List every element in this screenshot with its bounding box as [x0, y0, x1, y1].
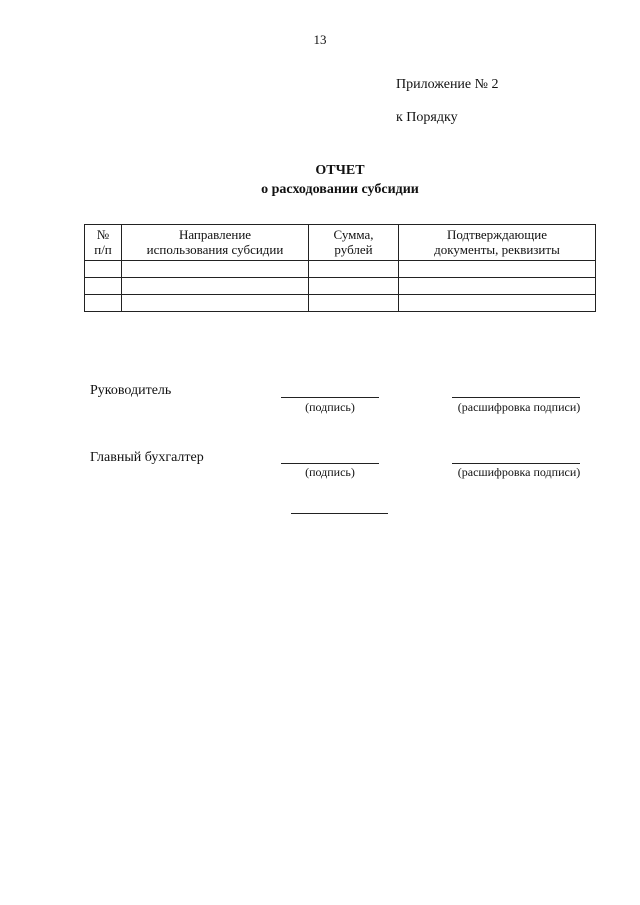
table-cell — [399, 261, 596, 278]
table-cell — [85, 278, 122, 295]
column-header-line: использования субсидии — [146, 242, 284, 257]
column-header-direction — [122, 225, 309, 261]
head-signature-line — [281, 397, 379, 398]
column-header-line: № — [96, 227, 110, 242]
table-header-row — [85, 225, 596, 261]
report-title: ОТЧЕТ — [315, 163, 365, 178]
column-header-line: Направление — [178, 227, 252, 242]
page-number: 13 — [313, 32, 327, 47]
column-header-line: Подтверждающие — [447, 227, 547, 242]
table-cell — [309, 295, 399, 312]
table-cell — [122, 278, 309, 295]
order-reference: к Порядку — [396, 110, 458, 125]
table-cell — [122, 295, 309, 312]
table-cell — [399, 295, 596, 312]
table-row — [85, 261, 596, 278]
table-cell — [85, 261, 122, 278]
column-header-line: п/п — [94, 242, 112, 257]
table-cell — [85, 295, 122, 312]
table-cell — [122, 261, 309, 278]
head-decoding-line — [452, 397, 580, 398]
chief-accountant-signature-line — [281, 463, 379, 464]
table-cell — [309, 261, 399, 278]
column-header-line: документы, реквизиты — [434, 242, 560, 257]
chief-accountant-signature-caption: (подпись) — [305, 465, 355, 479]
head-signature-caption: (подпись) — [305, 400, 355, 414]
column-header-line: Сумма, — [333, 227, 374, 242]
table-row — [85, 295, 596, 312]
chief-accountant-decoding-caption: (расшифровка подписи) — [457, 465, 581, 479]
column-header-amount — [309, 225, 399, 261]
column-header-documents — [399, 225, 596, 261]
table-cell — [399, 278, 596, 295]
report-subtitle: о расходовании субсидии — [261, 182, 419, 197]
table-cell — [309, 278, 399, 295]
column-header-number — [85, 225, 122, 261]
head-decoding-caption: (расшифровка подписи) — [457, 400, 581, 414]
chief-accountant-role-label: Главный бухгалтер — [90, 450, 204, 465]
report-table — [84, 224, 596, 312]
trailing-separator-line — [291, 513, 388, 514]
table-row — [85, 278, 596, 295]
appendix-label: Приложение № 2 — [396, 77, 499, 92]
head-role-label: Руководитель — [90, 383, 172, 398]
chief-accountant-decoding-line — [452, 463, 580, 464]
column-header-line: рублей — [334, 242, 373, 257]
